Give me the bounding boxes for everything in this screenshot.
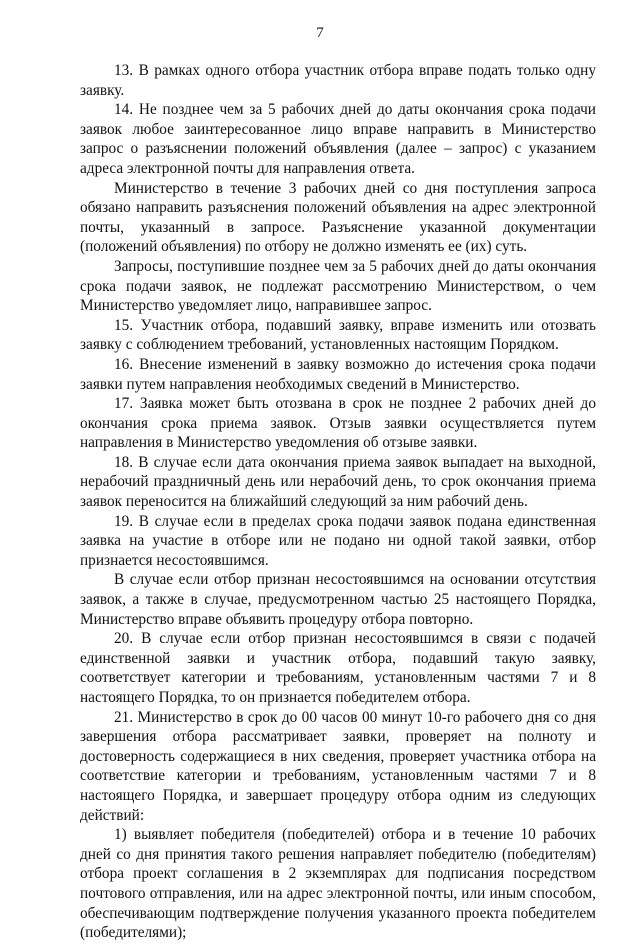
paragraph-20: 20. В случае если отбор признан несостоявшимся в связи с подачей единственной заявки и участник отбора, подавший такую заявку, соответствует категории и требованиям, установленным частями 7 и 8 настоящего Порядка, то он признается победителем отбора. xyxy=(80,630,596,706)
paragraph-13: 13. В рамках одного отбора участник отбора вправе подать только одну заявку. xyxy=(80,62,596,99)
paragraph-19: 19. В случае если в пределах срока подачи заявок подана единственная заявка на участие в отборе или не подано ни одной такой заявки, отбор признается несостоявшимся. xyxy=(80,512,596,569)
paragraph-19-repeat: В случае если отбор признан несостоявшимся на основании отсутствия заявок, а также в случае, предусмотренном частью 25 настоящего Порядка, Министерство вправе объявить процедуру отбора повторно. xyxy=(80,571,596,628)
document-body xyxy=(80,61,596,943)
paragraph-14: 14. Не позднее чем за 5 рабочих дней до даты окончания срока подачи заявок любое заинтересованное лицо вправе направить в Министерство запрос о разъяснении положений объявления (далее – запрос) с указанием адреса электронной почты для направления ответа. xyxy=(80,101,596,177)
paragraph-14-late-requests: Запросы, поступившие позднее чем за 5 рабочих дней до даты окончания срока подачи заявок, не подлежат рассмотрению Министерством, о чем Министерство уведомляет лицо, направившее запрос. xyxy=(80,257,596,315)
paragraph-14-response: Министерство в течение 3 рабочих дней со дня поступления запроса обязано направить разъяснения положений объявления на адрес электронной почты, указанный в запросе. Разъяснение указанной документации (положений объявления) по отбору не должно изменять ее (их) суть. xyxy=(80,179,596,256)
paragraph-18: 18. В случае если дата окончания приема заявок выпадает на выходной, нерабочий праздничный день или нерабочий день, то срок окончания приема заявок переносится на ближайший следующий за ним рабочий день. xyxy=(80,453,596,511)
paragraph-16: 16. Внесение изменений в заявку возможно до истечения срока подачи заявки путем направления необходимых сведений в Министерство. xyxy=(80,355,596,393)
page-number: 7 xyxy=(316,25,324,41)
paragraph-21: 21. Министерство в срок до 00 часов 00 минут 10-го рабочего дня со дня завершения отбора рассматривает заявки, проверяет на полноту и достоверность содержащиеся в них сведения, проверяет участника отбора на соответствие категории и требованиям, установленным частями 7 и 8 настоящего Порядка, и завершает процедуру отбора одним из следующих действий: xyxy=(80,708,596,824)
paragraph-21-item-1: 1) выявляет победителя (победителей) отбора и в течение 10 рабочих дней со дня принятия такого решения направляет победителю (победителям) отбора проект соглашения в 2 экземплярах для подписания посредством почтового отправления, или на адрес электронной почты, или иным способом, обеспечивающим подтверждение получения указанного проекта победителем (победителями); xyxy=(80,826,596,942)
paragraph-17: 17. Заявка может быть отозвана в срок не позднее 2 рабочих дней до окончания срока приема заявок. Отзыв заявки осуществляется путем направления в Министерство уведомления об отзыве заявки. xyxy=(80,395,596,452)
paragraph-15: 15. Участник отбора, подавший заявку, вправе изменить или отозвать заявку с соблюдением требований, установленных настоящим Порядком. xyxy=(80,316,596,354)
